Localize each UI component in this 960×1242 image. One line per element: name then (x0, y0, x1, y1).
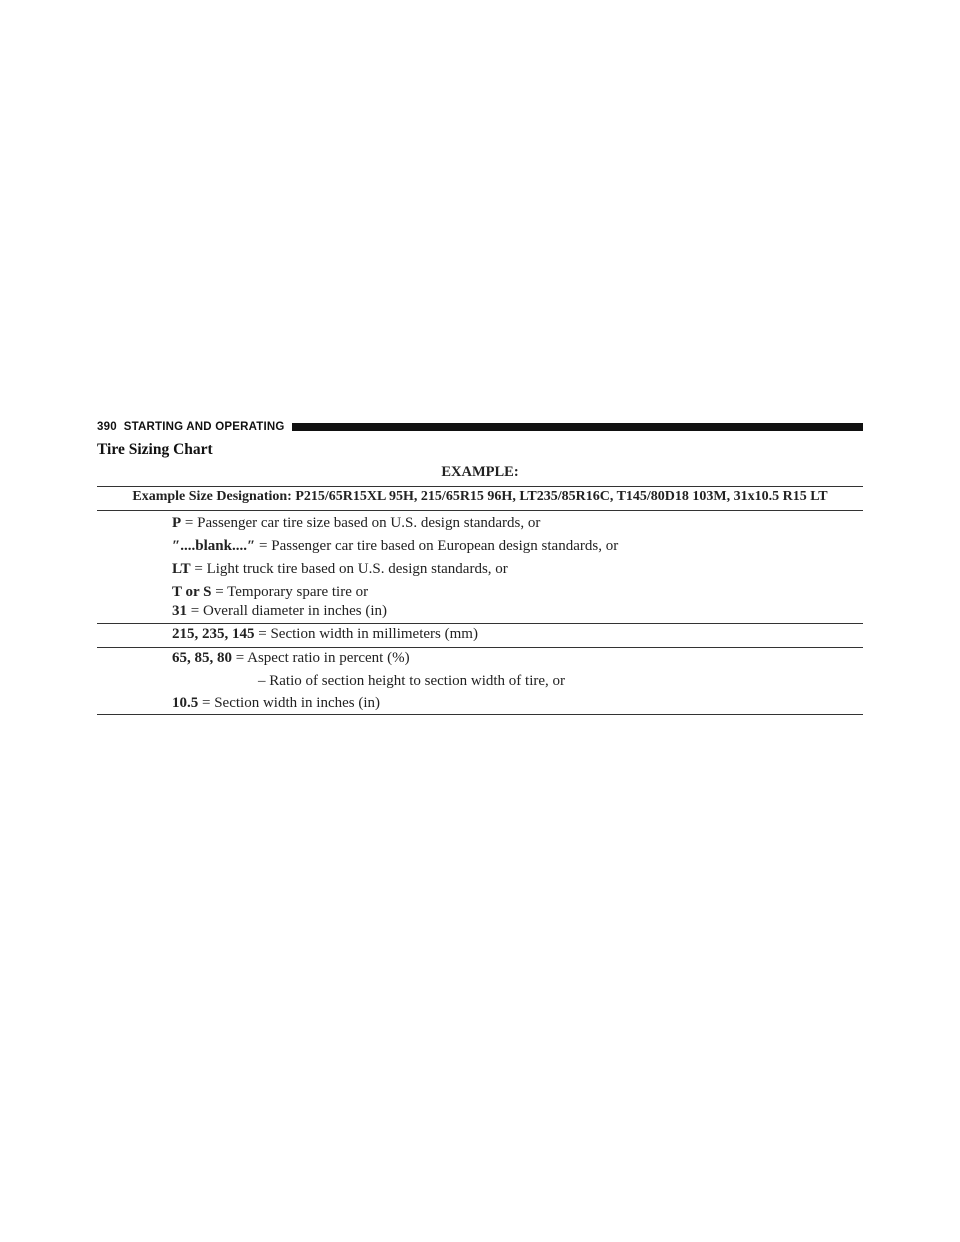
table-rule (97, 714, 863, 715)
row-term: T or S (172, 584, 212, 600)
row-term: LT (172, 561, 191, 577)
row-definition: = Passenger car tire based on European design standards, or (255, 538, 619, 554)
row-definition: = Section width in millimeters (mm) (254, 626, 478, 642)
row-definition: = Passenger car tire size based on U.S. design standards, or (181, 515, 541, 531)
table-rule (97, 510, 863, 511)
row-definition: = Aspect ratio in percent (%) (232, 650, 410, 666)
row-definition: = Light truck tire based on U.S. design standards, or (190, 561, 508, 577)
size-designation: Example Size Designation: P215/65R15XL 95H, 215/65R15 96H, LT235/85R16C, T145/80D18 103M, 31x10.5 R15 LT (132, 489, 828, 504)
table-row (172, 515, 540, 532)
row-definition: – Ratio of section height to section width of tire, or (258, 673, 566, 689)
table-row (172, 538, 618, 555)
table-row (172, 650, 410, 667)
row-term: ″....blank....″ (172, 538, 256, 554)
row-term: 31 (172, 603, 187, 619)
table-row (172, 695, 380, 712)
page-title: Tire Sizing Chart (97, 441, 213, 458)
row-definition: = Temporary spare tire or (211, 584, 369, 600)
page-header (97, 419, 863, 435)
row-term: 215, 235, 145 (172, 626, 255, 642)
row-term: 65, 85, 80 (172, 650, 232, 666)
table-row (258, 673, 565, 690)
page-number: 390 (97, 421, 117, 433)
table-rule (97, 486, 863, 487)
header-rule (292, 423, 863, 431)
table-row (172, 626, 478, 643)
row-definition: = Overall diameter in inches (in) (187, 603, 388, 619)
row-definition: = Section width in inches (in) (198, 695, 381, 711)
table-row (172, 584, 368, 601)
section-title: STARTING AND OPERATING (123, 421, 285, 433)
table-row (172, 603, 387, 620)
row-term: P (172, 515, 182, 531)
table-rule (97, 623, 863, 624)
row-term: 10.5 (172, 695, 199, 711)
table-rule (97, 647, 863, 648)
table-row (172, 561, 508, 578)
example-label: EXAMPLE: (441, 464, 519, 480)
